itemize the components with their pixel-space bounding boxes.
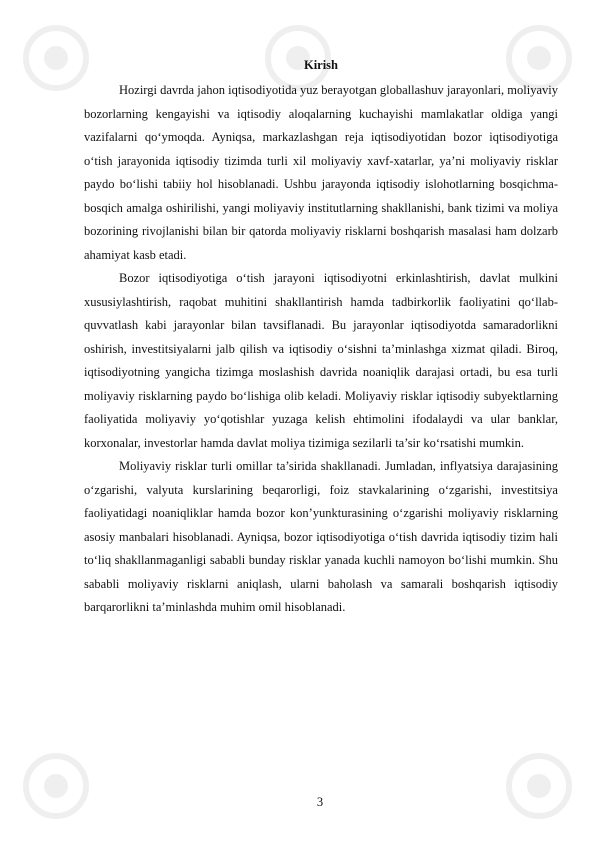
watermark-logo-icon	[20, 22, 92, 94]
watermark-logo-icon	[503, 750, 575, 822]
document-body	[84, 79, 558, 620]
page-number: 3	[316, 795, 324, 809]
document-title: Kirish	[303, 58, 339, 72]
paragraph: Bozor iqtisodiyotiga o‘tish jarayoni iqtisodiyotni erkinlashtirish, davlat mulkini xususiylashtirish, raqobat muhitini shakllantirish hamda tadbirkorlik faoliyatini qo‘llab-quvvatlash kabi jarayonlar bilan tavsiflanadi. Bu jarayonlar iqtisodiyotda samaradorlikni oshirish, investitsiyalarni jalb qilish va iqtisodiy o‘sishni ta’minlashga xizmat qiladi. Biroq, iqtisodiyotning yangicha tizimga moslashish davrida noaniqlik darajasi ortadi, bu esa turli moliyaviy risklarning paydo bo‘lishiga olib keladi. Moliyaviy risklar iqtisodiy subyektlarning faoliyatida moliyaviy yo‘qotishlar yuzaga kelish ehtimolini ifodalaydi va ular banklar, korxonalar, investorlar hamda davlat moliya tizimiga sezilarli ta’sir ko‘rsatishi mumkin.	[84, 271, 558, 450]
paragraph: Moliyaviy risklar turli omillar ta’sirida shakllanadi. Jumladan, inflyatsiya darajasining o‘zgarishi, valyuta kurslarining beqarorligi, foiz stavkalarining o‘zgarishi, investitsiya faoliyatidagi noaniqliklar hamda bozor kon’yunkturasining o‘zgarishi moliyaviy risklarning asosiy manbalari hisoblanadi. Ayniqsa, bozor iqtisodiyotiga o‘tish davrida iqtisodiy tizim hali to‘liq shakllanmaganligi sababli bunday risklar yanada kuchli namoyon bo‘lishi mumkin. Shu sababli moliyaviy risklarni aniqlash, ularni baholash va samarali boshqarish iqtisodiy barqarorlikni ta’minlashda muhim omil hisoblanadi.	[84, 459, 558, 614]
watermark-logo-icon	[20, 750, 92, 822]
paragraph: Hozirgi davrda jahon iqtisodiyotida yuz berayotgan globallashuv jarayonlari, moliyaviy bozorlarning kengayishi va iqtisodiy aloqalarning kuchayishi mamlakatlar oldiga yangi vazifalarni qo‘ymoqda. Ayniqsa, markazlashgan reja iqtisodiyotidan bozor iqtisodiyotiga o‘tish jarayonida iqtisodiy tizimda turli xil moliyaviy xavf-xatarlar, ya’ni moliyaviy risklar paydo bo‘lishi tabiiy hol hisoblanadi. Ushbu jarayonda iqtisodiy islohotlarning bosqichma-bosqich amalga oshirilishi, yangi moliyaviy institutlarning shakllanishi, bank tizimi va moliya bozorining rivojlanishi bilan bir qatorda moliyaviy risklarni boshqarish masalasi ham dolzarb ahamiyat kasb etadi.	[84, 83, 558, 262]
